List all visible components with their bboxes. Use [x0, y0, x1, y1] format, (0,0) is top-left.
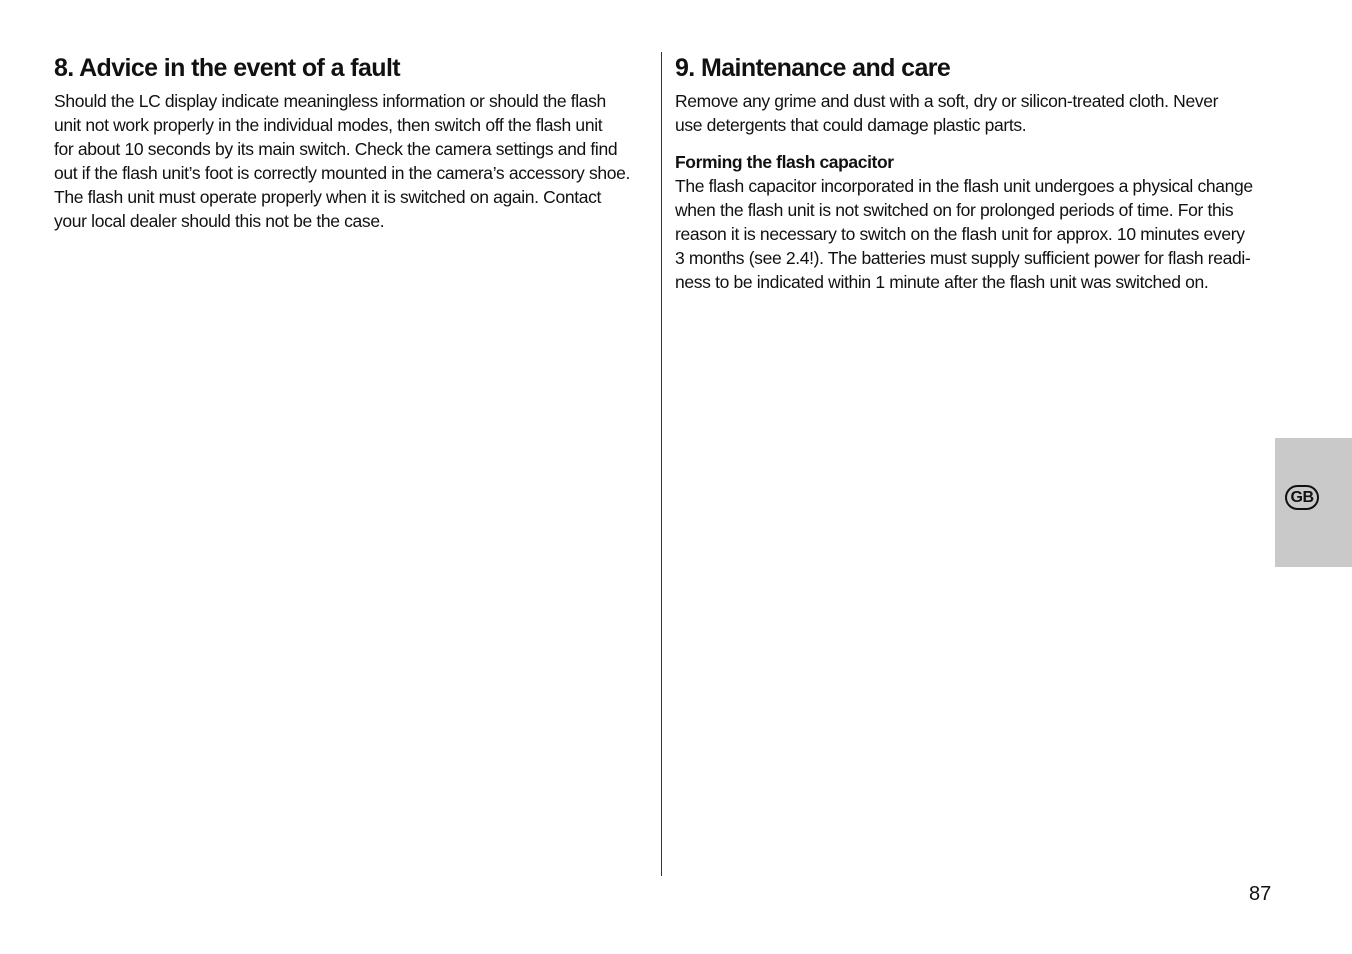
subsection-heading: Forming the flash capacitor [675, 152, 894, 172]
body-line: out if the flash unit’s foot is correctly mounted in the camera’s accessory shoe. [54, 163, 631, 183]
body-line: when the flash unit is not switched on for prolonged periods of time. For this [675, 200, 1234, 220]
body-line: Remove any grime and dust with a soft, dry or silicon-treated cloth. Never [675, 91, 1219, 111]
section-maintenance-care [675, 52, 1270, 294]
body-line: 3 months (see 2.4!). The batteries must supply sufficient power for flash readi- [675, 248, 1251, 268]
body-line: ness to be indicated within 1 minute after the flash unit was switched on. [675, 272, 1209, 292]
column-divider [661, 52, 662, 876]
body-line: Should the LC display indicate meaningless information or should the flash [54, 91, 606, 111]
section-advice-fault [54, 52, 654, 233]
section-body [54, 89, 654, 233]
language-tab [1275, 438, 1352, 567]
subsection-body [675, 174, 1270, 294]
body-line: The flash capacitor incorporated in the flash unit undergoes a physical change [675, 176, 1253, 196]
body-line: reason it is necessary to switch on the flash unit for approx. 10 minutes every [675, 224, 1245, 244]
section-heading: 9. Maintenance and care [675, 54, 951, 82]
section-heading: 8. Advice in the event of a fault [54, 54, 401, 82]
section-body [675, 89, 1270, 137]
body-line: The flash unit must operate properly when it is switched on again. Contact [54, 187, 602, 207]
body-line: use detergents that could damage plastic parts. [675, 115, 1027, 135]
body-line: your local dealer should this not be the case. [54, 211, 385, 231]
body-line: unit not work properly in the individual modes, then switch off the flash unit [54, 115, 603, 135]
language-badge: GB [1285, 485, 1319, 510]
page-number: 87 [1249, 883, 1272, 905]
body-line: for about 10 seconds by its main switch. Check the camera settings and find [54, 139, 618, 159]
